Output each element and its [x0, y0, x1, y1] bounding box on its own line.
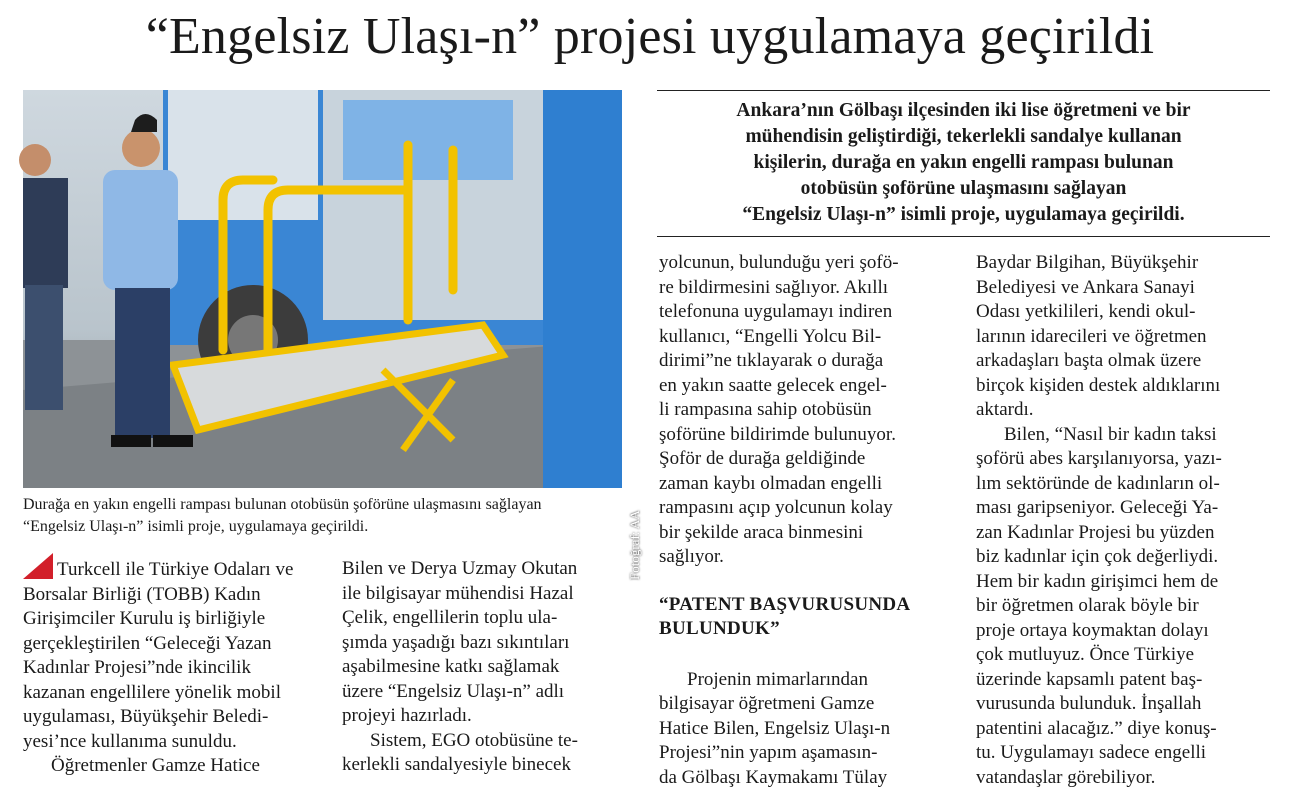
col3-line: rampasını açıp yolcunun kolay: [659, 496, 959, 521]
col4-line: arkadaşları başta olmak üzere: [976, 349, 1276, 374]
lead-line: kişilerin, durağa en yakın engelli rampası bulunan: [657, 150, 1270, 176]
caption-line: “Engelsiz Ulaşı-n” isimli proje, uygulamaya geçirildi.: [23, 516, 623, 538]
lead-top-rule: [657, 90, 1270, 91]
col4-line: biz kadınlar için çok değerliydi.: [976, 545, 1276, 570]
col1-line: Turkcell ile Türkiye Odaları ve: [23, 553, 323, 583]
col4-line: vatandaşlar görebiliyor.: [976, 766, 1276, 790]
headline: “Engelsiz Ulaşı-n” projesi uygulamaya geçirildi: [0, 4, 1300, 70]
subheading-line: “PATENT BAŞVURUSUNDA: [659, 593, 959, 618]
col4-line: aktardı.: [976, 398, 1276, 423]
col3-line: Projenin mimarlarından: [659, 668, 959, 693]
col4-line: ması garipseniyor. Geleceği Ya-: [976, 496, 1276, 521]
col4-line: zan Kadınlar Projesi bu yüzden: [976, 521, 1276, 546]
col3-line: zaman kaybı olmadan engelli: [659, 472, 959, 497]
col1-line: Girişimciler Kurulu iş birliğiyle: [23, 607, 323, 632]
col2-line: kerlekli sandalyesiyle binecek: [342, 753, 642, 778]
lead-line: mühendisin geliştirdiği, tekerlekli sandalye kullanan: [657, 124, 1270, 150]
col3-line: şoförüne bildirimde bulunuyor.: [659, 423, 959, 448]
col4-line: Odası yetkilileri, kendi okul-: [976, 300, 1276, 325]
lead-paragraph: [657, 98, 1270, 228]
col4-line: lım sektöründe de kadınların ol-: [976, 472, 1276, 497]
article-column-3: [659, 251, 959, 790]
col4-line: şoförü abes karşılanıyorsa, yazı-: [976, 447, 1276, 472]
col1-line: kazanan engellilere yönelik mobil: [23, 681, 323, 706]
col2-line: Sistem, EGO otobüsüne te-: [342, 729, 642, 754]
col3-line: li rampasına sahip otobüsün: [659, 398, 959, 423]
lead-line: “Engelsiz Ulaşı-n” isimli proje, uygulamaya geçirildi.: [657, 202, 1270, 228]
col1-line: Öğretmenler Gamze Hatice: [23, 754, 323, 779]
col2-line: Çelik, engellilerin toplu ula-: [342, 606, 642, 631]
col4-line: patentini alacağız.” diye konuş-: [976, 717, 1276, 742]
col3-line: bilgisayar öğretmeni Gamze: [659, 692, 959, 717]
article-column-2: [342, 557, 642, 778]
col4-line: tu. Uygulamayı sadece engelli: [976, 741, 1276, 766]
col4-line: Baydar Bilgihan, Büyükşehir: [976, 251, 1276, 276]
subheading: [659, 593, 959, 642]
col2-line: aşabilmesine katkı sağlamak: [342, 655, 642, 680]
col3-line: telefonuna uygulamayı indiren: [659, 300, 959, 325]
col2-line: ile bilgisayar mühendisi Hazal: [342, 582, 642, 607]
col1-line: gerçekleştirilen “Geleceği Yazan: [23, 632, 323, 657]
caption-line: Durağa en yakın engelli rampası bulunan otobüsün şoförüne ulaşmasını sağlayan: [23, 494, 623, 516]
col1-line: uygulaması, Büyükşehir Beledi-: [23, 705, 323, 730]
col3-line: re bildirmesini sağlıyor. Akıllı: [659, 276, 959, 301]
bus-lift-illustration: [23, 90, 622, 488]
photo-credit: Fotoğraf: AA: [627, 490, 643, 580]
col1-line: Borsalar Birliği (TOBB) Kadın: [23, 583, 323, 608]
col1-line: Kadınlar Projesi”nde ikincilik: [23, 656, 323, 681]
col4-line: bir öğretmen olarak böyle bir: [976, 594, 1276, 619]
col2-line: üzere “Engelsiz Ulaşı-n” adlı: [342, 680, 642, 705]
col4-line: Belediyesi ve Ankara Sanayi: [976, 276, 1276, 301]
col4-line: larının idarecileri ve öğretmen: [976, 325, 1276, 350]
col3-line: sağlıyor.: [659, 545, 959, 570]
news-photo: [23, 90, 622, 488]
section-marker-icon: [23, 553, 53, 579]
col3-line: kullanıcı, “Engelli Yolcu Bil-: [659, 325, 959, 350]
photo-caption: [23, 494, 623, 538]
col1-line: yesi’nce kullanıma sunuldu.: [23, 730, 323, 755]
subheading-line: BULUNDUK”: [659, 617, 959, 642]
lead-bottom-rule: [657, 236, 1270, 237]
article-column-1: [23, 553, 323, 779]
col2-line: Bilen ve Derya Uzmay Okutan: [342, 557, 642, 582]
col3-line: en yakın saatte gelecek engel-: [659, 374, 959, 399]
col4-line: çok mutluyuz. Önce Türkiye: [976, 643, 1276, 668]
col2-line: projeyi hazırladı.: [342, 704, 642, 729]
col3-line: da Gölbaşı Kaymakamı Tülay: [659, 766, 959, 790]
col4-line: Bilen, “Nasıl bir kadın taksi: [976, 423, 1276, 448]
col3-line: Projesi”nin yapım aşamasın-: [659, 741, 959, 766]
col3-line: Hatice Bilen, Engelsiz Ulaşı-n: [659, 717, 959, 742]
col3-line: dirimi”ne tıklayarak o durağa: [659, 349, 959, 374]
lead-line: Ankara’nın Gölbaşı ilçesinden iki lise öğretmeni ve bir: [657, 98, 1270, 124]
col4-line: vurusunda bulunduk. İnşallah: [976, 692, 1276, 717]
col4-line: üzerinde kapsamlı patent baş-: [976, 668, 1276, 693]
col4-line: Hem bir kadın girişimci hem de: [976, 570, 1276, 595]
article-column-4: [976, 251, 1276, 790]
col3-line: bir şekilde araca binmesini: [659, 521, 959, 546]
col4-line: proje ortaya koymaktan dolayı: [976, 619, 1276, 644]
lead-line: otobüsün şoförüne ulaşmasını sağlayan: [657, 176, 1270, 202]
col3-line: yolcunun, bulunduğu yeri şofö-: [659, 251, 959, 276]
col2-line: şımda yaşadığı bazı sıkıntıları: [342, 631, 642, 656]
col3-line: Şoför de durağa geldiğinde: [659, 447, 959, 472]
col4-line: birçok kişiden destek aldıklarını: [976, 374, 1276, 399]
